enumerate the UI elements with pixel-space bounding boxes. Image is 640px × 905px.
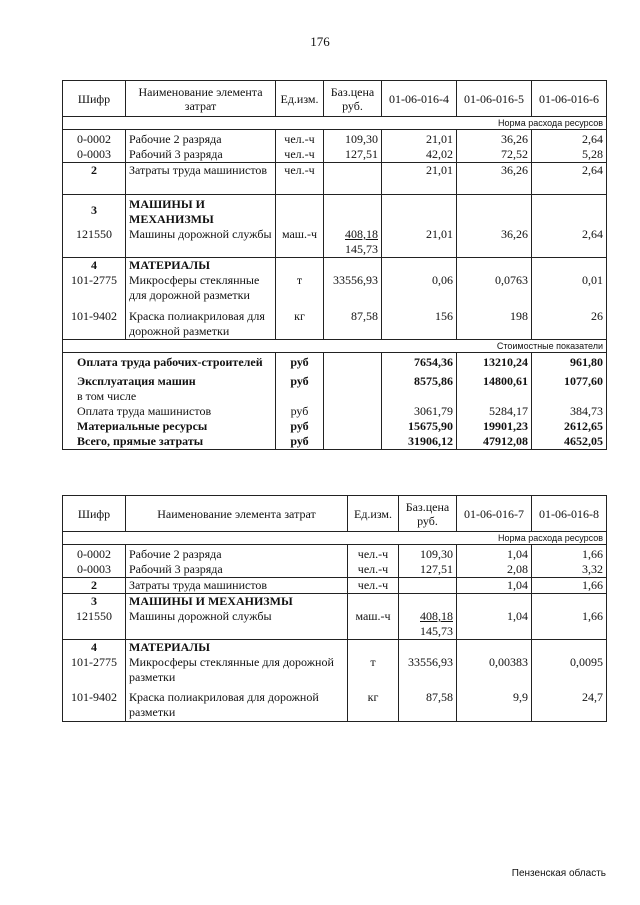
row-name: Краска полиакриловая для дорожной разметки (126, 303, 276, 340)
row-price (324, 163, 382, 195)
resource-table-2 (62, 495, 607, 722)
table-row (63, 562, 607, 578)
row-value: 1,04 (457, 545, 532, 563)
section-title: МАТЕРИАЛЫ (126, 258, 276, 274)
empty-cell (399, 640, 457, 656)
row-name: Рабочий 3 разряда (126, 562, 348, 578)
row-value: 2,08 (457, 562, 532, 578)
section-title: МАТЕРИАЛЫ (126, 640, 348, 656)
row-value: 21,01 (382, 130, 457, 148)
cost-name: Оплата труда машинистов (63, 404, 276, 419)
empty-cell (324, 404, 382, 419)
header-name: Наименование элемента затрат (126, 81, 276, 117)
row-price: 33556,93 (324, 273, 382, 303)
row-price: 109,30 (399, 545, 457, 563)
cost-unit: руб (276, 419, 324, 434)
empty-cell (276, 195, 324, 228)
row-value: 9,9 (457, 685, 532, 721)
row-name: Рабочий 3 разряда (126, 147, 276, 163)
empty-cell (457, 195, 532, 228)
section-title: МАШИНЫ И МЕХАНИЗМЫ (126, 195, 276, 228)
price-value-secondary: 145,73 (420, 624, 453, 638)
cost-value: 384,73 (532, 404, 607, 419)
row-code: 121550 (63, 609, 126, 640)
row-value: 0,0763 (457, 273, 532, 303)
cost-unit: руб (276, 353, 324, 371)
norm-caption-row (63, 117, 607, 130)
empty-cell (382, 195, 457, 228)
cost-caption: Стоимостные показатели (63, 340, 607, 353)
cost-value: 3061,79 (382, 404, 457, 419)
cost-row (63, 389, 607, 404)
table-row (63, 303, 607, 340)
row-code: 0-0002 (63, 545, 126, 563)
row-code: 0-0003 (63, 562, 126, 578)
table-row (63, 147, 607, 163)
row-value: 36,26 (457, 163, 532, 195)
cost-name: Оплата труда рабочих-строителей (63, 353, 276, 371)
header-code: Шифр (63, 496, 126, 532)
empty-cell (457, 594, 532, 610)
row-code: 0-0002 (63, 130, 126, 148)
row-value: 21,01 (382, 163, 457, 195)
table-row (63, 258, 607, 274)
cost-row (63, 434, 607, 450)
row-price: 87,58 (324, 303, 382, 340)
empty-cell (324, 434, 382, 450)
row-name: Машины дорожной службы (126, 609, 348, 640)
row-price (399, 578, 457, 594)
empty-cell (457, 640, 532, 656)
empty-cell (532, 258, 607, 274)
row-name: Микросферы стеклянные для дорожной разметки (126, 655, 348, 685)
cost-unit: руб (276, 434, 324, 450)
cost-unit: руб (276, 370, 324, 389)
table-row (63, 594, 607, 610)
row-code: 101-9402 (63, 685, 126, 721)
row-code: 121550 (63, 227, 126, 258)
cost-value: 7654,36 (382, 353, 457, 371)
row-name: Краска полиакриловая для дорожной разметки (126, 685, 348, 721)
header-col-3: 01-06-016-6 (532, 81, 607, 117)
row-code: 101-2775 (63, 655, 126, 685)
cost-value: 4652,05 (532, 434, 607, 450)
row-price (324, 227, 382, 258)
row-unit: кг (348, 685, 399, 721)
table-row (63, 655, 607, 685)
cost-value: 2612,65 (532, 419, 607, 434)
norm-caption: Норма расхода ресурсов (63, 117, 607, 130)
row-value: 21,01 (382, 227, 457, 258)
header-name: Наименование элемента затрат (126, 496, 348, 532)
empty-cell (324, 353, 382, 371)
empty-cell (276, 258, 324, 274)
header-unit: Ед.изм. (348, 496, 399, 532)
cost-unit: руб (276, 404, 324, 419)
row-value: 2,64 (532, 130, 607, 148)
empty-cell (324, 419, 382, 434)
row-value: 1,04 (457, 578, 532, 594)
table-row (63, 227, 607, 258)
empty-cell (276, 389, 324, 404)
row-unit: т (348, 655, 399, 685)
empty-cell (532, 594, 607, 610)
row-unit: чел.-ч (348, 562, 399, 578)
row-unit: маш.-ч (276, 227, 324, 258)
footer-region: Пензенская область (511, 868, 606, 879)
row-name: Затраты труда машинистов (126, 163, 276, 195)
price-value: 408,18 (420, 609, 453, 623)
header-price: Баз.цена руб. (399, 496, 457, 532)
section-code: 4 (63, 640, 126, 656)
row-price: 109,30 (324, 130, 382, 148)
row-value: 42,02 (382, 147, 457, 163)
header-code: Шифр (63, 81, 126, 117)
row-value: 1,66 (532, 609, 607, 640)
cost-name: Материальные ресурсы (63, 419, 276, 434)
cost-value: 13210,24 (457, 353, 532, 371)
table-row (63, 545, 607, 563)
header-col-1: 01-06-016-7 (457, 496, 532, 532)
header-col-2: 01-06-016-5 (457, 81, 532, 117)
table-row (63, 195, 607, 228)
row-value: 3,32 (532, 562, 607, 578)
row-unit: т (276, 273, 324, 303)
empty-cell (532, 640, 607, 656)
row-value: 0,00383 (457, 655, 532, 685)
header-col-1: 01-06-016-4 (382, 81, 457, 117)
row-name: Рабочие 2 разряда (126, 545, 348, 563)
section-title: МАШИНЫ И МЕХАНИЗМЫ (126, 594, 348, 610)
row-unit: кг (276, 303, 324, 340)
row-value: 36,26 (457, 130, 532, 148)
row-unit: маш.-ч (348, 609, 399, 640)
header-price: Баз.цена руб. (324, 81, 382, 117)
table-row (63, 685, 607, 721)
cost-name: в том числе (63, 389, 276, 404)
cost-value: 31906,12 (382, 434, 457, 450)
row-unit: чел.-ч (348, 545, 399, 563)
price-value: 408,18 (345, 227, 378, 241)
row-value: 0,0095 (532, 655, 607, 685)
row-code: 101-9402 (63, 303, 126, 340)
row-value: 72,52 (457, 147, 532, 163)
section-code: 3 (63, 195, 126, 228)
row-code: 0-0003 (63, 147, 126, 163)
table-row (63, 163, 607, 195)
row-value: 26 (532, 303, 607, 340)
cost-value: 15675,90 (382, 419, 457, 434)
empty-cell (324, 370, 382, 389)
row-code: 2 (63, 163, 126, 195)
header-unit: Ед.изм. (276, 81, 324, 117)
row-price: 127,51 (399, 562, 457, 578)
header-col-2: 01-06-016-8 (532, 496, 607, 532)
row-value: 1,66 (532, 545, 607, 563)
row-value: 2,64 (532, 227, 607, 258)
row-name: Машины дорожной службы (126, 227, 276, 258)
row-value: 0,01 (532, 273, 607, 303)
empty-cell (324, 195, 382, 228)
price-value-secondary: 145,73 (345, 242, 378, 256)
cost-value: 19901,23 (457, 419, 532, 434)
row-value: 24,7 (532, 685, 607, 721)
empty-cell (399, 594, 457, 610)
table-row (63, 640, 607, 656)
norm-caption-row (63, 532, 607, 545)
table-row (63, 578, 607, 594)
row-price (399, 609, 457, 640)
empty-cell (382, 258, 457, 274)
empty-cell (348, 640, 399, 656)
cost-row (63, 370, 607, 389)
row-name: Затраты труда машинистов (126, 578, 348, 594)
cost-name: Эксплуатация машин (63, 370, 276, 389)
row-value: 2,64 (532, 163, 607, 195)
empty-cell (324, 258, 382, 274)
empty-cell (324, 389, 382, 404)
norm-caption: Норма расхода ресурсов (63, 532, 607, 545)
row-value: 1,66 (532, 578, 607, 594)
section-code: 4 (63, 258, 126, 274)
empty-cell (348, 594, 399, 610)
row-unit: чел.-ч (348, 578, 399, 594)
empty-cell (532, 195, 607, 228)
cost-value: 8575,86 (382, 370, 457, 389)
row-unit: чел.-ч (276, 163, 324, 195)
row-price: 33556,93 (399, 655, 457, 685)
row-value: 36,26 (457, 227, 532, 258)
cost-row (63, 404, 607, 419)
cost-name: Всего, прямые затраты (63, 434, 276, 450)
resource-table-1 (62, 80, 607, 450)
row-value: 0,06 (382, 273, 457, 303)
row-value: 5,28 (532, 147, 607, 163)
row-unit: чел.-ч (276, 130, 324, 148)
cost-caption-row (63, 340, 607, 353)
empty-cell (457, 258, 532, 274)
row-price: 127,51 (324, 147, 382, 163)
row-unit: чел.-ч (276, 147, 324, 163)
empty-cell (532, 389, 607, 404)
row-name: Рабочие 2 разряда (126, 130, 276, 148)
table-header-row (63, 81, 607, 117)
row-name: Микросферы стеклянные для дорожной разметки (126, 273, 276, 303)
table-row (63, 130, 607, 148)
empty-cell (382, 389, 457, 404)
section-code: 3 (63, 594, 126, 610)
cost-value: 14800,61 (457, 370, 532, 389)
cost-value: 1077,60 (532, 370, 607, 389)
row-price: 87,58 (399, 685, 457, 721)
table-row (63, 609, 607, 640)
cost-value: 47912,08 (457, 434, 532, 450)
empty-cell (457, 389, 532, 404)
cost-value: 961,80 (532, 353, 607, 371)
cost-value: 5284,17 (457, 404, 532, 419)
row-code: 2 (63, 578, 126, 594)
row-value: 1,04 (457, 609, 532, 640)
page-number: 176 (310, 34, 330, 49)
row-value: 198 (457, 303, 532, 340)
cost-row (63, 419, 607, 434)
row-code: 101-2775 (63, 273, 126, 303)
table-row (63, 273, 607, 303)
table-header-row (63, 496, 607, 532)
row-value: 156 (382, 303, 457, 340)
cost-row (63, 353, 607, 371)
